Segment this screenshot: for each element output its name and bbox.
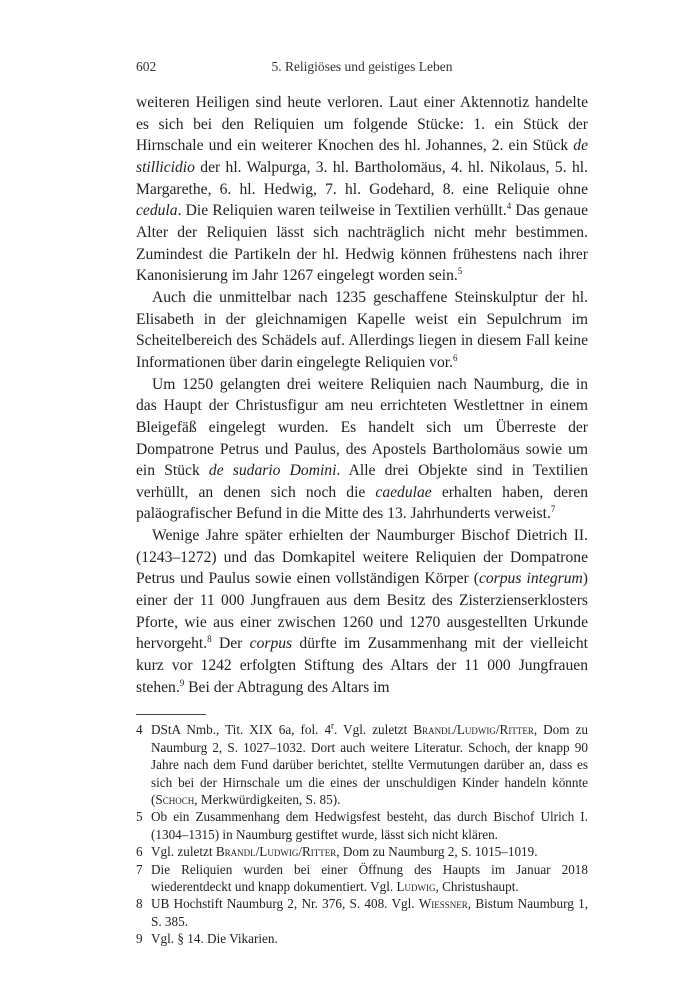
footnote-ref: 9 <box>179 677 185 688</box>
running-title: 5. Religiöses und geistiges Leben <box>271 59 453 74</box>
footnote-ref: 4 <box>506 201 512 212</box>
footnote-divider <box>136 714 206 715</box>
footnote-ref: 5 <box>457 266 463 277</box>
book-page <box>136 56 588 948</box>
paragraph: weiteren Heiligen sind heute verloren. Laut einer Aktennotiz handelte es sich bei den Reliquien um folgende Stücke: 1. ein Stück der Hirnschale und ein weiterer Knochen des hl. Johannes, 2. ein Stück de stillicidio der hl. Walpurga, 3. hl. Bartholomäus, 4. hl. Nikolaus, 5. hl. Margarethe, 6. hl. Hedwig, 7. hl. Godehard, 8. eine Reliquie ohne cedula. Die Reliquien waren teilweise in Textilien verhüllt.$^4$ Das genaue Alter der Reliquien lässt sich nachträglich nicht mehr bestimmen. Zumindest die Partikeln der hl. Hedwig können frühestens nach ihrer Kanonisierung im Jahr 1267 eingelegt worden sein.$^5$ <box>136 94 589 285</box>
page-number: 602 <box>136 59 157 74</box>
footnote-ref: 7 <box>550 504 556 515</box>
footnote: 6 Vgl. zuletzt Brandl/Ludwig/Ritter, Dom zu Naumburg 2, S. 1015–1019. <box>136 844 538 860</box>
paragraph: Wenige Jahre später erhielten der Naumburger Bischof Dietrich II. (1243–1272) und das Domkapitel weitere Reliquien der Dompatrone Petrus und Paulus sowie einen vollständigen Körper (corpus integrum) einer der 11 000 Jungfrauen aus dem Besitz des Zisterzienserklosters Pforte, wie aus einer zwischen 1260 und 1270 ausgestellten Urkunde hervorgeht.$^8$ Der corpus dürfte im Zusammenhang mit der vielleicht kurz vor 1242 erfolgten Stiftung des Altars der 11 000 Jungfrauen stehen.$^9$ Bei der Abtragung des Altars im <box>136 527 588 696</box>
footnote: 5 Ob ein Zusammenhang dem Hedwigsfest besteht, das durch Bischof Ulrich I. (1304–1315) in Naumburg gestiftet wurde, lässt sich nicht klären. <box>136 809 588 842</box>
paragraph: Um 1250 gelangten drei weitere Reliquien nach Naumburg, die in das Haupt der Christusfigur am neu errichteten Westlettner in einem Bleigefäß eingelegt wurden. Es handelt sich um Überreste der Dompatrone Petrus und Paulus, des Apostels Bartholomäus sowie um ein Stück de sudario Domini. Alle drei Objekte sind in Textilien verhüllt, an denen sich noch die caedulae erhalten haben, deren paläografischer Befund in die Mitte des 13. Jahrhunderts verweist.$^7$ <box>136 375 588 523</box>
main-text <box>136 92 588 698</box>
footnote: 9 Vgl. § 14. Die Vikarien. <box>136 931 278 947</box>
footnote: 7 Die Reliquien wurden bei einer Öffnung des Haupts im Januar 2018 wiederentdeckt und knapp dokumentiert. Vgl. Ludwig, Christushaupt. <box>136 861 588 895</box>
footnote: 4 DStA Nmb., Tit. XIX 6a, fol. 4$^r$. Vgl. zuletzt Brandl/Ludwig/Ritter, Dom zu Naumburg 2, S. 1027–1032. Dort auch weitere Literatur. Schoch, der knapp 90 Jahre nach dem Fund darüber berichtet, stellte Vermutungen darüber an, dass es sich bei der Hirnschale um die eines der unschuldigen Kinder handeln könnte (Schoch, Merkwürdigkeiten, S. 85). <box>136 720 588 807</box>
running-header <box>136 56 588 78</box>
footnotes <box>136 721 588 947</box>
footnote-ref: 8 <box>207 634 212 645</box>
paragraph: Auch die unmittelbar nach 1235 geschaffene Steinskulptur der hl. Elisabeth in der gleichnamigen Kapelle weist ein Sepulchrum im Scheitelbereich des Schädels auf. Allerdings liegen in diesem Fall keine Informationen über darin eingelegte Reliquien vor.$^6$ <box>136 288 588 371</box>
footnote-ref: 6 <box>452 352 458 363</box>
footnote: 8 UB Hochstift Naumburg 2, Nr. 376, S. 408. Vgl. Wiessner, Bistum Naumburg 1, S. 385. <box>136 896 588 929</box>
